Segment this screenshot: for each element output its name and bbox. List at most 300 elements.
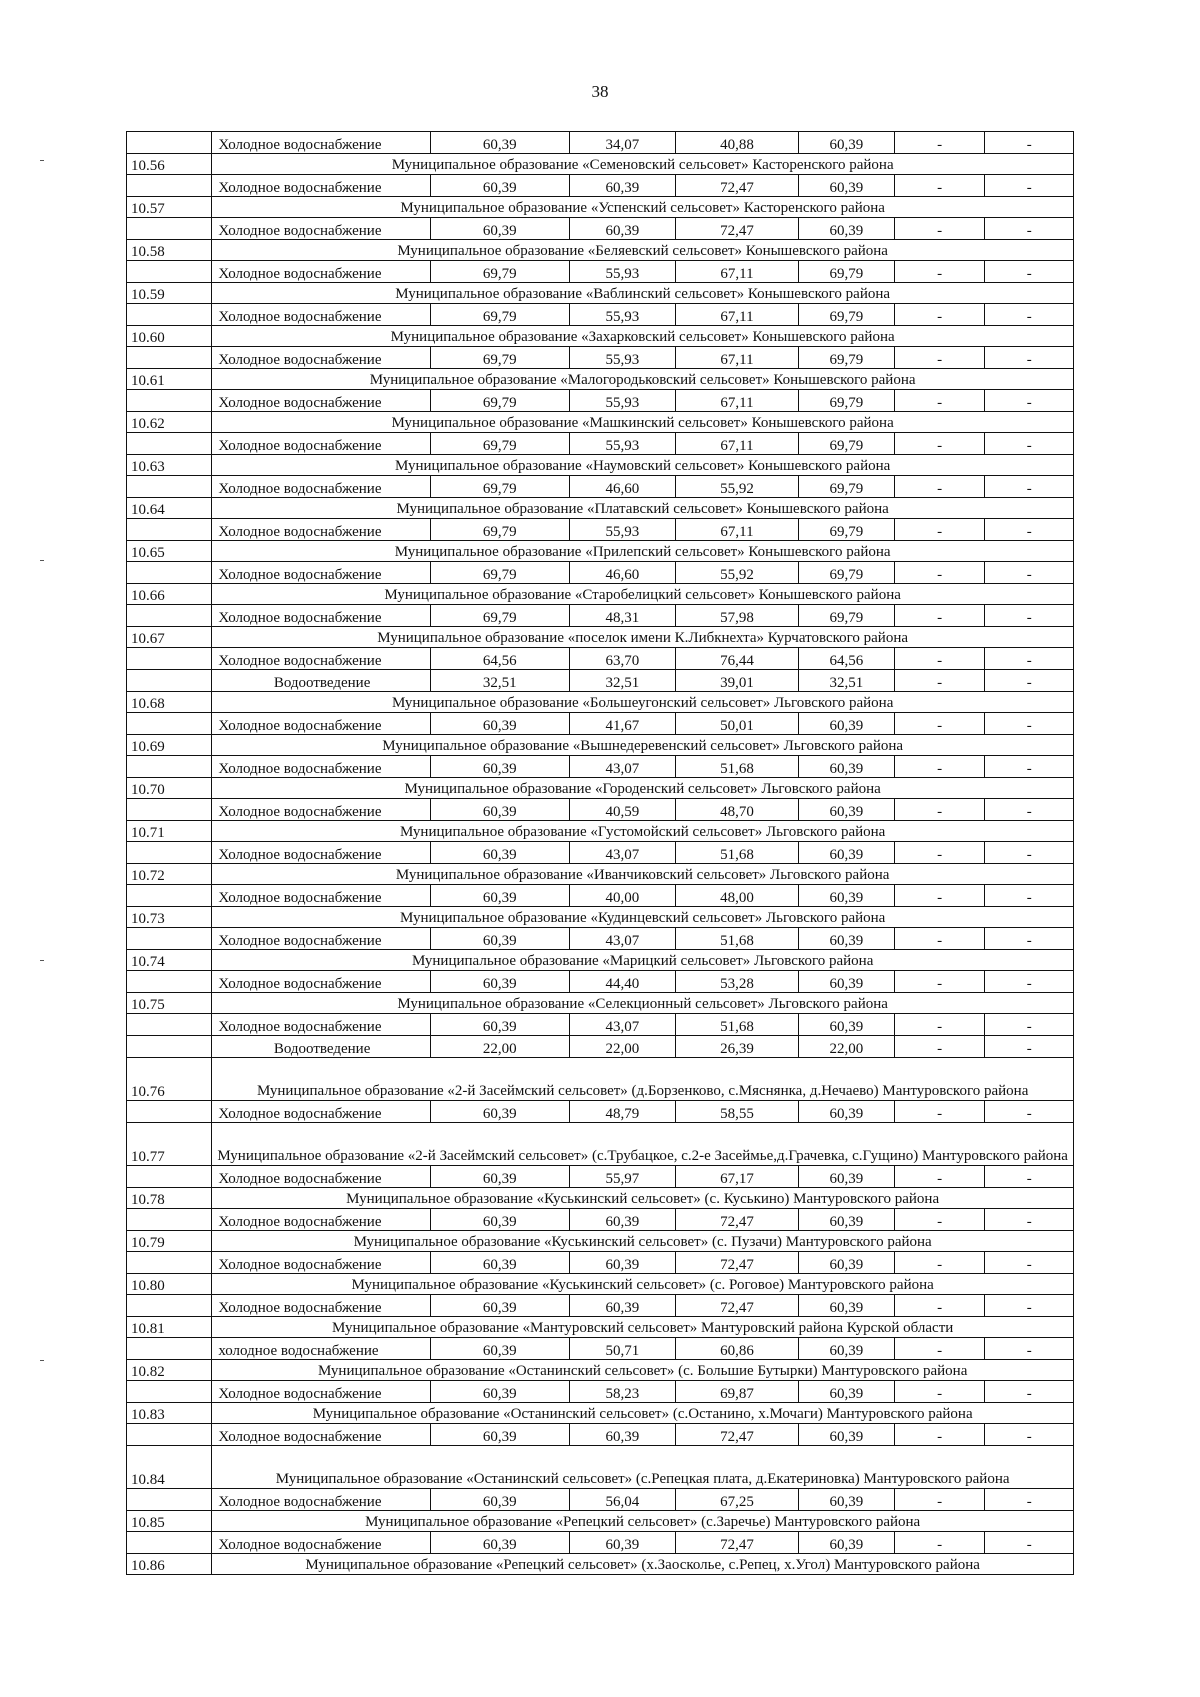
service-name: Холодное водоснабжение (212, 928, 431, 950)
dash-cell: - (894, 1101, 985, 1123)
service-name: Водоотведение (212, 1036, 431, 1058)
tariff-value: 72,47 (676, 1532, 799, 1554)
tariff-value: 60,39 (430, 1252, 569, 1274)
municipality-title: Муниципальное образование «Куськинский сельсовет» (с. Пузачи) Мантуровского района (212, 1231, 1074, 1252)
row-number: 10.80 (127, 1274, 212, 1295)
row-number (127, 1489, 212, 1511)
tariff-value: 67,11 (676, 261, 799, 283)
service-name: Холодное водоснабжение (212, 519, 431, 541)
service-row (127, 1036, 1074, 1058)
tariff-value: 69,79 (430, 605, 569, 627)
tariff-value: 69,79 (798, 347, 894, 369)
tariff-value: 67,11 (676, 304, 799, 326)
dash-cell: - (985, 1252, 1074, 1274)
tariff-value: 22,00 (569, 1036, 676, 1058)
tariff-value: 60,39 (430, 1532, 569, 1554)
row-number: 10.66 (127, 584, 212, 605)
municipality-row (127, 1360, 1074, 1381)
tariff-value: 55,93 (569, 261, 676, 283)
tariff-value: 43,07 (569, 928, 676, 950)
service-name: холодное водоснабжение (212, 1338, 431, 1360)
tariff-value: 39,01 (676, 670, 799, 692)
tariff-value: 60,39 (798, 1252, 894, 1274)
dash-cell: - (985, 1209, 1074, 1231)
municipality-title: Муниципальное образование «Останинский сельсовет» (с. Большие Бутырки) Мантуровского района (212, 1360, 1074, 1381)
dash-cell: - (985, 1014, 1074, 1036)
row-number: 10.74 (127, 950, 212, 971)
tariff-value: 40,00 (569, 885, 676, 907)
service-row (127, 713, 1074, 735)
row-number (127, 562, 212, 584)
service-row (127, 347, 1074, 369)
tariff-value: 64,56 (430, 648, 569, 670)
municipality-title: Муниципальное образование «Ваблинский сельсовет» Конышевского района (212, 283, 1074, 304)
tariff-value: 69,79 (430, 433, 569, 455)
row-number (127, 885, 212, 907)
row-number (127, 1209, 212, 1231)
municipality-title: Муниципальное образование «Репецкий сельсовет» (с.Заречье) Мантуровского района (212, 1511, 1074, 1532)
service-row (127, 605, 1074, 627)
service-name: Холодное водоснабжение (212, 1295, 431, 1317)
dash-cell: - (894, 799, 985, 821)
dash-cell: - (985, 1381, 1074, 1403)
service-row (127, 1338, 1074, 1360)
municipality-row (127, 907, 1074, 928)
service-row (127, 1381, 1074, 1403)
tariff-value: 60,39 (430, 175, 569, 197)
row-number: 10.61 (127, 369, 212, 390)
municipality-row (127, 1274, 1074, 1295)
tariff-value: 60,39 (798, 971, 894, 993)
dash-cell: - (985, 670, 1074, 692)
service-name: Холодное водоснабжение (212, 390, 431, 412)
dash-cell: - (985, 261, 1074, 283)
tariff-value: 60,39 (798, 885, 894, 907)
municipality-row (127, 1554, 1074, 1575)
row-number: 10.86 (127, 1554, 212, 1575)
tariff-value: 69,79 (798, 476, 894, 498)
tariff-value: 60,39 (430, 1014, 569, 1036)
tariff-value: 60,39 (798, 1209, 894, 1231)
municipality-title: Муниципальное образование «Семеновский сельсовет» Касторенского района (212, 154, 1074, 175)
row-number: 10.73 (127, 907, 212, 928)
service-name: Холодное водоснабжение (212, 476, 431, 498)
service-name: Водоотведение (212, 670, 431, 692)
tariff-value: 72,47 (676, 175, 799, 197)
service-row (127, 885, 1074, 907)
tariff-value: 69,79 (798, 390, 894, 412)
tariff-value: 26,39 (676, 1036, 799, 1058)
tariff-value: 69,79 (798, 519, 894, 541)
row-number (127, 842, 212, 864)
row-number: 10.81 (127, 1317, 212, 1338)
service-row (127, 1101, 1074, 1123)
row-number (127, 1101, 212, 1123)
tariff-value: 60,39 (798, 928, 894, 950)
row-number (127, 971, 212, 993)
tariff-value: 55,92 (676, 476, 799, 498)
dash-cell: - (985, 175, 1074, 197)
tariff-value: 60,39 (798, 1532, 894, 1554)
row-number: 10.63 (127, 455, 212, 476)
service-row (127, 1424, 1074, 1446)
municipality-title: Муниципальное образование «Машкинский сельсовет» Конышевского района (212, 412, 1074, 433)
row-number: 10.85 (127, 1511, 212, 1532)
tariff-value: 72,47 (676, 1252, 799, 1274)
tariff-value: 60,39 (798, 1295, 894, 1317)
tariff-value: 46,60 (569, 562, 676, 584)
tariff-value: 60,39 (430, 799, 569, 821)
row-number (127, 648, 212, 670)
tariff-value: 55,93 (569, 304, 676, 326)
scan-speck (40, 560, 44, 561)
tariff-value: 60,39 (569, 1532, 676, 1554)
municipality-title: Муниципальное образование «Успенский сельсовет» Касторенского района (212, 197, 1074, 218)
municipality-row (127, 326, 1074, 347)
tariff-value: 69,79 (430, 261, 569, 283)
page-number: 38 (591, 82, 609, 101)
tariff-value: 40,59 (569, 799, 676, 821)
dash-cell: - (894, 842, 985, 864)
dash-cell: - (894, 1014, 985, 1036)
row-number (127, 132, 212, 154)
row-number (127, 928, 212, 950)
municipality-title: Муниципальное образование «Репецкий сельсовет» (х.Заосколье, с.Репец, х.Угол) Мантуровского района (212, 1554, 1074, 1575)
tariff-table (126, 131, 1074, 1575)
municipality-row (127, 455, 1074, 476)
row-number (127, 605, 212, 627)
service-name: Холодное водоснабжение (212, 1209, 431, 1231)
municipality-title: Муниципальное образование «Вышнедеревенский сельсовет» Льговского района (212, 735, 1074, 756)
municipality-title: Муниципальное образование «Густомойский сельсовет» Льговского района (212, 821, 1074, 842)
municipality-row (127, 1188, 1074, 1209)
service-row (127, 562, 1074, 584)
dash-cell: - (985, 799, 1074, 821)
tariff-value: 60,39 (798, 1014, 894, 1036)
dash-cell: - (894, 1295, 985, 1317)
municipality-row (127, 369, 1074, 390)
tariff-value: 60,39 (569, 218, 676, 240)
row-number (127, 261, 212, 283)
service-row (127, 648, 1074, 670)
municipality-row (127, 1403, 1074, 1424)
tariff-value: 60,39 (798, 1424, 894, 1446)
dash-cell: - (985, 1489, 1074, 1511)
tariff-value: 60,39 (430, 971, 569, 993)
dash-cell: - (985, 347, 1074, 369)
tariff-value: 69,79 (798, 304, 894, 326)
dash-cell: - (985, 713, 1074, 735)
municipality-row (127, 1058, 1074, 1101)
row-number (127, 1424, 212, 1446)
tariff-value: 72,47 (676, 218, 799, 240)
service-name: Холодное водоснабжение (212, 1252, 431, 1274)
dash-cell: - (894, 756, 985, 778)
tariff-value: 48,70 (676, 799, 799, 821)
scan-speck (40, 960, 44, 961)
tariff-value: 60,39 (430, 1381, 569, 1403)
tariff-value: 64,56 (798, 648, 894, 670)
row-number (127, 304, 212, 326)
dash-cell: - (985, 218, 1074, 240)
tariff-value: 43,07 (569, 842, 676, 864)
tariff-value: 43,07 (569, 756, 676, 778)
tariff-value: 60,39 (430, 842, 569, 864)
dash-cell: - (985, 304, 1074, 326)
row-number (127, 1381, 212, 1403)
dash-cell: - (985, 390, 1074, 412)
municipality-row (127, 1317, 1074, 1338)
tariff-value: 67,11 (676, 519, 799, 541)
municipality-row (127, 778, 1074, 799)
service-row (127, 1532, 1074, 1554)
dash-cell: - (894, 476, 985, 498)
dash-cell: - (894, 1489, 985, 1511)
dash-cell: - (894, 670, 985, 692)
dash-cell: - (894, 648, 985, 670)
tariff-value: 60,39 (430, 756, 569, 778)
dash-cell: - (894, 433, 985, 455)
row-number: 10.58 (127, 240, 212, 261)
municipality-row (127, 584, 1074, 605)
tariff-value: 69,79 (430, 390, 569, 412)
tariff-value: 60,39 (569, 1252, 676, 1274)
service-row (127, 390, 1074, 412)
tariff-value: 60,39 (798, 1166, 894, 1188)
row-number (127, 756, 212, 778)
municipality-title: Муниципальное образование «2-й Засеймский сельсовет» (с.Трубацкое, с.2-е Засеймье,д.Грачевка, с.Гущино) Мантуровского района (212, 1123, 1074, 1166)
municipality-row (127, 498, 1074, 519)
dash-cell: - (894, 261, 985, 283)
tariff-value: 60,39 (569, 175, 676, 197)
tariff-value: 55,97 (569, 1166, 676, 1188)
row-number (127, 433, 212, 455)
tariff-value: 41,67 (569, 713, 676, 735)
municipality-row (127, 627, 1074, 648)
dash-cell: - (894, 218, 985, 240)
service-name: Холодное водоснабжение (212, 175, 431, 197)
tariff-value: 60,39 (569, 1209, 676, 1231)
service-name: Холодное водоснабжение (212, 842, 431, 864)
service-row (127, 1489, 1074, 1511)
row-number: 10.79 (127, 1231, 212, 1252)
row-number: 10.82 (127, 1360, 212, 1381)
service-row (127, 261, 1074, 283)
tariff-value: 60,39 (798, 1381, 894, 1403)
tariff-value: 51,68 (676, 756, 799, 778)
municipality-row (127, 412, 1074, 433)
dash-cell: - (894, 562, 985, 584)
municipality-title: Муниципальное образование «Большеугонский сельсовет» Льговского района (212, 692, 1074, 713)
tariff-value: 67,25 (676, 1489, 799, 1511)
dash-cell: - (985, 885, 1074, 907)
service-row (127, 971, 1074, 993)
dash-cell: - (985, 756, 1074, 778)
municipality-title: Муниципальное образование «Останинский сельсовет» (с.Репецкая плата, д.Екатериновка) Мантуровского района (212, 1446, 1074, 1489)
row-number: 10.69 (127, 735, 212, 756)
dash-cell: - (894, 1166, 985, 1188)
tariff-value: 22,00 (798, 1036, 894, 1058)
row-number: 10.59 (127, 283, 212, 304)
tariff-value: 60,39 (798, 1489, 894, 1511)
tariff-value: 69,79 (430, 562, 569, 584)
tariff-value: 69,79 (798, 562, 894, 584)
dash-cell: - (985, 1166, 1074, 1188)
tariff-value: 69,79 (430, 519, 569, 541)
tariff-value: 72,47 (676, 1295, 799, 1317)
service-name: Холодное водоснабжение (212, 756, 431, 778)
tariff-value: 51,68 (676, 842, 799, 864)
service-name: Холодное водоснабжение (212, 433, 431, 455)
municipality-title: Муниципальное образование «Останинский сельсовет» (с.Останино, х.Мочаги) Мантуровского района (212, 1403, 1074, 1424)
dash-cell: - (985, 562, 1074, 584)
row-number (127, 1036, 212, 1058)
row-number: 10.77 (127, 1123, 212, 1166)
tariff-value: 60,39 (430, 1338, 569, 1360)
tariff-value: 60,39 (430, 713, 569, 735)
tariff-value: 67,17 (676, 1166, 799, 1188)
dash-cell: - (894, 1381, 985, 1403)
municipality-row (127, 950, 1074, 971)
municipality-title: Муниципальное образование «Городенский сельсовет» Льговского района (212, 778, 1074, 799)
service-row (127, 756, 1074, 778)
municipality-title: Муниципальное образование «Прилепский сельсовет» Конышевского района (212, 541, 1074, 562)
dash-cell: - (985, 842, 1074, 864)
municipality-title: Муниципальное образование «Наумовский сельсовет» Конышевского района (212, 455, 1074, 476)
tariff-value: 40,88 (676, 132, 799, 154)
tariff-value: 60,39 (430, 132, 569, 154)
tariff-value: 55,93 (569, 390, 676, 412)
dash-cell: - (894, 1532, 985, 1554)
dash-cell: - (894, 175, 985, 197)
row-number (127, 476, 212, 498)
municipality-row (127, 240, 1074, 261)
row-number (127, 519, 212, 541)
tariff-value: 69,79 (798, 261, 894, 283)
tariff-value: 60,39 (430, 928, 569, 950)
tariff-value: 60,39 (569, 1424, 676, 1446)
service-row (127, 218, 1074, 240)
tariff-value: 69,79 (430, 347, 569, 369)
service-name: Холодное водоснабжение (212, 261, 431, 283)
dash-cell: - (985, 1295, 1074, 1317)
dash-cell: - (894, 1036, 985, 1058)
tariff-value: 60,39 (798, 842, 894, 864)
tariff-value: 32,51 (430, 670, 569, 692)
dash-cell: - (894, 1424, 985, 1446)
dash-cell: - (985, 1036, 1074, 1058)
dash-cell: - (985, 971, 1074, 993)
row-number (127, 799, 212, 821)
tariff-value: 60,39 (798, 1101, 894, 1123)
service-name: Холодное водоснабжение (212, 799, 431, 821)
municipality-title: Муниципальное образование «Малогородьковский сельсовет» Конышевского района (212, 369, 1074, 390)
service-name: Холодное водоснабжение (212, 1166, 431, 1188)
tariff-value: 67,11 (676, 390, 799, 412)
tariff-value: 60,39 (798, 132, 894, 154)
tariff-value: 60,39 (798, 175, 894, 197)
tariff-value: 57,98 (676, 605, 799, 627)
dash-cell: - (985, 1532, 1074, 1554)
municipality-title: Муниципальное образование «Иванчиковский сельсовет» Льговского района (212, 864, 1074, 885)
tariff-value: 72,47 (676, 1209, 799, 1231)
tariff-value: 69,79 (798, 433, 894, 455)
municipality-row (127, 1231, 1074, 1252)
row-number: 10.78 (127, 1188, 212, 1209)
service-row (127, 670, 1074, 692)
municipality-row (127, 197, 1074, 218)
tariff-value: 60,86 (676, 1338, 799, 1360)
service-row (127, 519, 1074, 541)
service-row (127, 1166, 1074, 1188)
dash-cell: - (985, 519, 1074, 541)
dash-cell: - (985, 648, 1074, 670)
service-row (127, 476, 1074, 498)
tariff-value: 60,39 (430, 1101, 569, 1123)
service-name: Холодное водоснабжение (212, 713, 431, 735)
service-row (127, 132, 1074, 154)
tariff-value: 60,39 (430, 1295, 569, 1317)
tariff-value: 60,39 (798, 218, 894, 240)
service-name: Холодное водоснабжение (212, 347, 431, 369)
municipality-title: Муниципальное образование «Куськинский сельсовет» (с. Куськино) Мантуровского района (212, 1188, 1074, 1209)
tariff-value: 69,79 (798, 605, 894, 627)
tariff-value: 60,39 (798, 799, 894, 821)
tariff-value: 22,00 (430, 1036, 569, 1058)
row-number: 10.75 (127, 993, 212, 1014)
service-name: Холодное водоснабжение (212, 132, 431, 154)
municipality-title: Муниципальное образование «Захарковский сельсовет» Конышевского района (212, 326, 1074, 347)
dash-cell: - (894, 605, 985, 627)
service-row (127, 175, 1074, 197)
row-number: 10.62 (127, 412, 212, 433)
municipality-row (127, 993, 1074, 1014)
service-name: Холодное водоснабжение (212, 885, 431, 907)
service-row (127, 1295, 1074, 1317)
tariff-value: 60,39 (798, 1338, 894, 1360)
scan-speck (40, 160, 44, 161)
service-row (127, 1014, 1074, 1036)
service-row (127, 1209, 1074, 1231)
row-number: 10.76 (127, 1058, 212, 1101)
dash-cell: - (985, 433, 1074, 455)
row-number: 10.68 (127, 692, 212, 713)
municipality-title: Муниципальное образование «поселок имени К.Либкнехта» Курчатовского района (212, 627, 1074, 648)
row-number: 10.70 (127, 778, 212, 799)
service-row (127, 928, 1074, 950)
tariff-value: 67,11 (676, 347, 799, 369)
scan-speck (40, 1360, 44, 1361)
tariff-value: 60,39 (569, 1295, 676, 1317)
tariff-value: 55,93 (569, 347, 676, 369)
service-name: Холодное водоснабжение (212, 1014, 431, 1036)
service-name: Холодное водоснабжение (212, 1424, 431, 1446)
tariff-value: 76,44 (676, 648, 799, 670)
municipality-title: Муниципальное образование «Мантуровский сельсовет» Мантуровский района Курской области (212, 1317, 1074, 1338)
dash-cell: - (894, 1209, 985, 1231)
tariff-value: 44,40 (569, 971, 676, 993)
row-number (127, 1532, 212, 1554)
dash-cell: - (894, 519, 985, 541)
service-name: Холодное водоснабжение (212, 1101, 431, 1123)
tariff-value: 34,07 (569, 132, 676, 154)
municipality-row (127, 1446, 1074, 1489)
service-name: Холодное водоснабжение (212, 1489, 431, 1511)
tariff-value: 50,01 (676, 713, 799, 735)
dash-cell: - (985, 1338, 1074, 1360)
row-number (127, 1014, 212, 1036)
service-name: Холодное водоснабжение (212, 648, 431, 670)
